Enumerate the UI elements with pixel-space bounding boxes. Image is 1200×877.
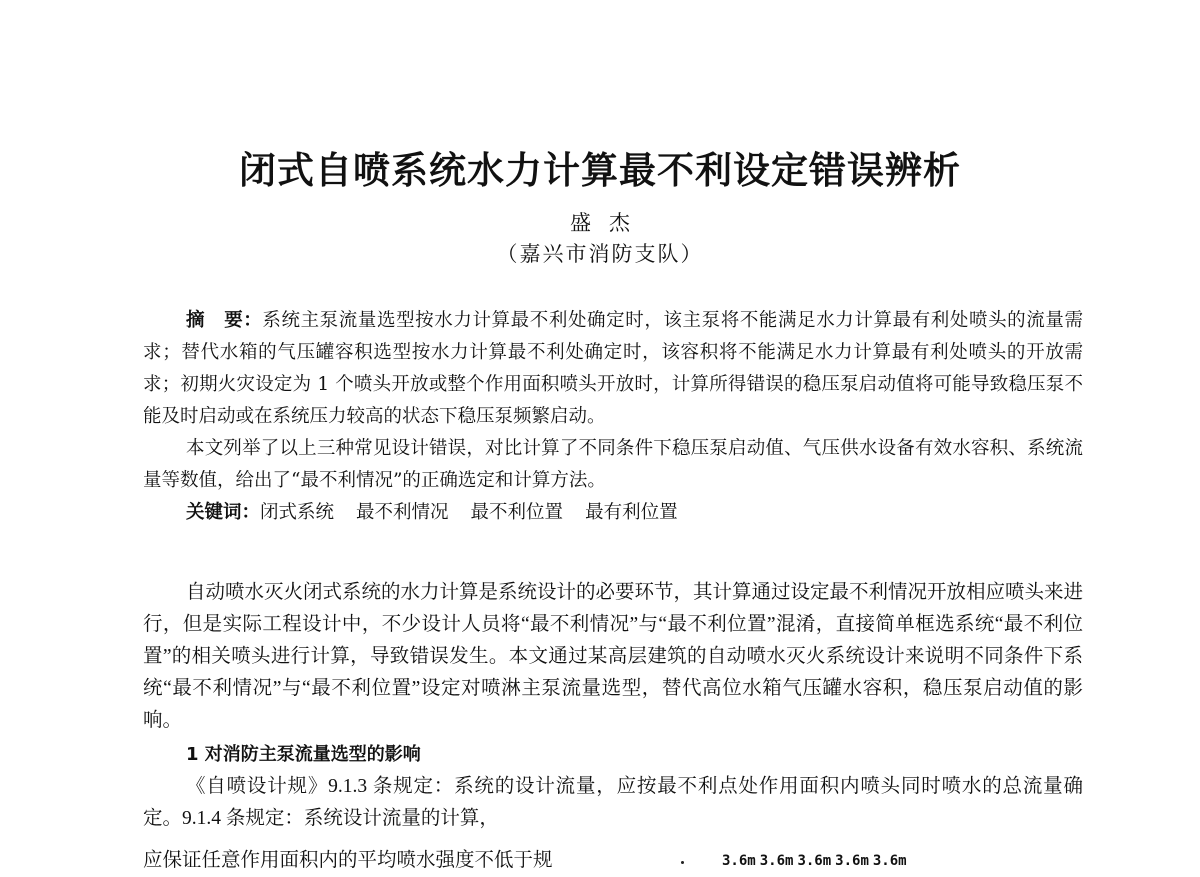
abstract-paragraph-2: 本文列举了以上三种常见设计错误，对比计算了不同条件下稳压泵启动值、气压供水设备有效水容积、系统流量等数值，给出了“最不利情况”的正确选定和计算方法。 — [143, 438, 1083, 491]
figure-dimension-labels — [722, 853, 911, 869]
paper-title: 闭式自喷系统水力计算最不利设定错误辨析 — [239, 149, 961, 192]
dimension-label: 3.6m — [759, 853, 794, 869]
keyword: 最不利位置 — [470, 502, 564, 523]
abstract-paragraph-1 — [143, 305, 1083, 433]
keyword: 最有利位置 — [585, 502, 678, 523]
abstract-label: 摘 要： — [186, 310, 263, 331]
section-1-body: 《自喷设计规》9.1.3 条规定：系统的设计流量，应按最不利点处作用面积内喷头同时喷水的总流量确定。9.1.4 条规定：系统设计流量的计算， — [143, 776, 1083, 829]
dimension-label: 3.6m — [872, 853, 907, 869]
section-1-heading: 1 对消防主泵流量选型的影响 — [186, 744, 421, 765]
dimension-label: 3.6m — [722, 853, 756, 869]
figure-mark — [681, 861, 684, 864]
keyword: 闭式系统 — [260, 502, 335, 523]
abstract-text-1: 系统主泵流量选型按水力计算最不利处确定时，该主泵将不能满足水力计算最有利处喷头的流量需求；替代水箱的气压罐容积选型按水力计算最不利处确定时，该容积将不能满足水力计算最有利处喷头的开放需求；初期火灾设定为 1 个喷头开放或整个作用面积喷头开放时，计算所得错误的稳压泵启动值将可能导致稳压泵不能及时启动或在系统压力较高的状态下稳压泵频繁启动。 — [143, 310, 1083, 427]
section-1-cut-line: 应保证任意作用面积内的平均喷水强度不低于规 — [143, 850, 553, 871]
keywords-label: 关键词： — [186, 502, 261, 523]
keyword: 最不利情况 — [356, 502, 449, 523]
dimension-label: 3.6m — [835, 853, 869, 869]
author-name: 盛杰 — [570, 211, 648, 235]
intro-paragraph: 自动喷水灭火闭式系统的水力计算是系统设计的必要环节，其计算通过设定最不利情况开放相应喷头来进行，但是实际工程设计中，不少设计人员将“最不利情况”与“最不利位置”混淆，直接简单框选系统“最不利位置”的相关喷头进行计算，导致错误发生。本文通过某高层建筑的自动喷水灭火系统设计来说明不同条件下系统“最不利情况”与“最不利位置”设定对喷淋主泵流量选型，替代高位水箱气压罐水容积，稳压泵启动值的影响。 — [143, 582, 1084, 731]
author-affiliation: （嘉兴市消防支队） — [496, 242, 704, 266]
dimension-label: 3.6m — [797, 853, 832, 869]
keywords-line — [143, 497, 1083, 529]
